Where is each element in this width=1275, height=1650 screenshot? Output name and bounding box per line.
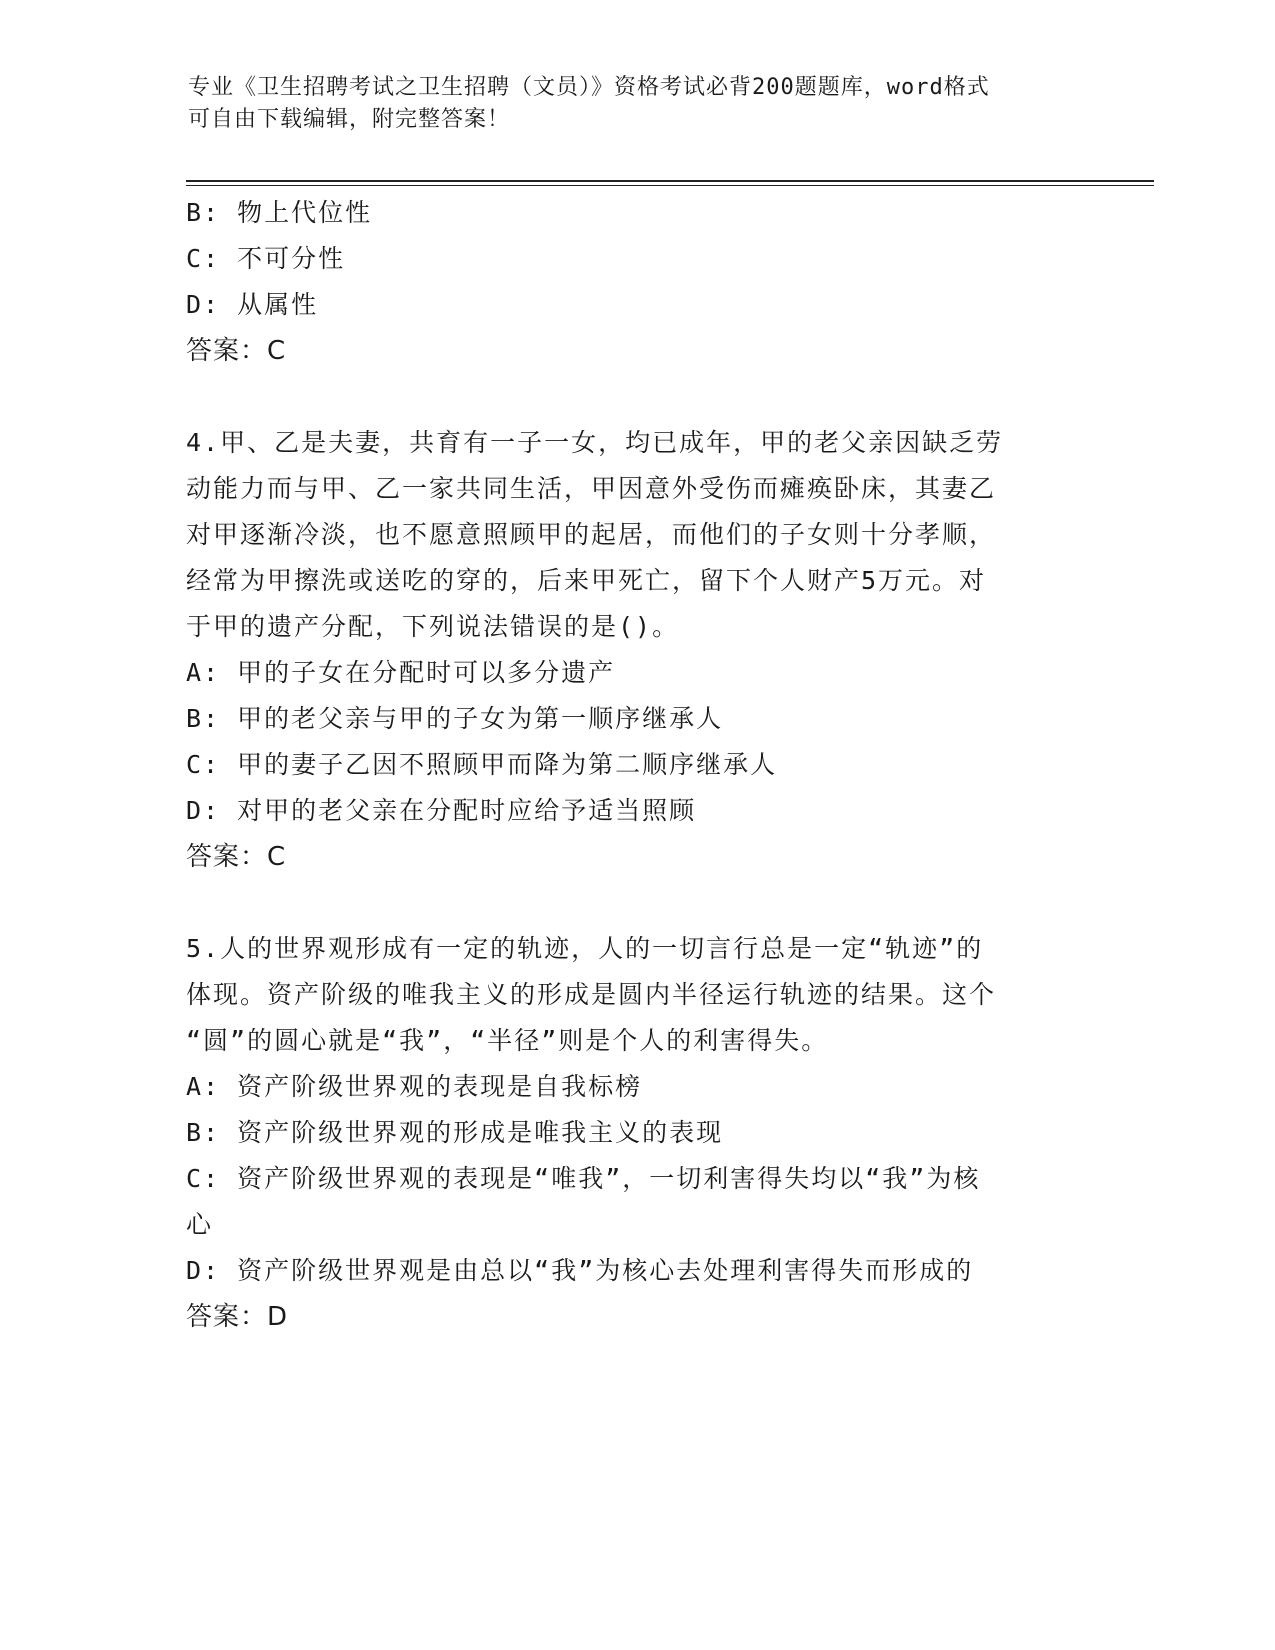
option-a: A: 资产阶级世界观的表现是自我标榜 xyxy=(186,1072,643,1101)
option-d: D: 从属性 xyxy=(186,290,319,319)
question-3-tail xyxy=(186,190,1086,374)
option-d: D: 对甲的老父亲在分配时应给予适当照顾 xyxy=(186,796,697,825)
option-b: B: 资产阶级世界观的形成是唯我主义的表现 xyxy=(186,1118,724,1147)
question-stem-line: 对甲逐渐冷淡，也不愿意照顾甲的起居，而他们的子女则十分孝顺， xyxy=(186,520,997,549)
option-d: D: 资产阶级世界观是由总以“我”为核心去处理利害得失而形成的 xyxy=(186,1256,974,1285)
option-c: C: 资产阶级世界观的表现是“唯我”，一切利害得失均以“我”为核 xyxy=(186,1164,981,1193)
answer-line: 答案：C xyxy=(186,842,287,872)
question-stem-line: 于甲的遗产分配，下列说法错误的是()。 xyxy=(186,612,680,641)
header-rule-bottom xyxy=(186,185,1154,186)
question-4 xyxy=(186,420,1086,880)
header-rule-top xyxy=(186,180,1154,182)
option-b: B: 甲的老父亲与甲的子女为第一顺序继承人 xyxy=(186,704,724,733)
question-stem-line: 4.甲、乙是夫妻，共育有一子一女，均已成年，甲的老父亲因缺乏劳 xyxy=(186,428,1004,457)
question-stem-line: 体现。资产阶级的唯我主义的形成是圆内半径运行轨迹的结果。这个 xyxy=(186,980,997,1009)
question-5 xyxy=(186,926,1086,1340)
answer-line: 答案：D xyxy=(186,1302,289,1332)
header-line-1: 专业《卫生招聘考试之卫生招聘（文员）》资格考试必背200题题库，word格式 xyxy=(188,75,990,100)
option-c: C: 不可分性 xyxy=(186,244,346,273)
document-body xyxy=(186,190,1086,1340)
question-stem-line: 经常为甲擦洗或送吃的穿的，后来甲死亡，留下个人财产5万元。对 xyxy=(186,566,987,595)
question-stem-line: 动能力而与甲、乙一家共同生活，甲因意外受伤而瘫痪卧床，其妻乙 xyxy=(186,474,997,503)
question-stem-line: 5.人的世界观形成有一定的轨迹，人的一切言行总是一定“轨迹”的 xyxy=(186,934,984,963)
option-c: C: 甲的妻子乙因不照顾甲而降为第二顺序继承人 xyxy=(186,750,778,779)
question-stem-line: “圆”的圆心就是“我”，“半径”则是个人的利害得失。 xyxy=(186,1026,829,1055)
header-line-2: 可自由下载编辑，附完整答案！ xyxy=(188,107,511,132)
document-header xyxy=(188,72,1088,136)
option-b: B: 物上代位性 xyxy=(186,198,373,227)
answer-line: 答案：C xyxy=(186,336,287,366)
option-a: A: 甲的子女在分配时可以多分遗产 xyxy=(186,658,616,687)
option-c-continuation: 心 xyxy=(186,1210,214,1239)
